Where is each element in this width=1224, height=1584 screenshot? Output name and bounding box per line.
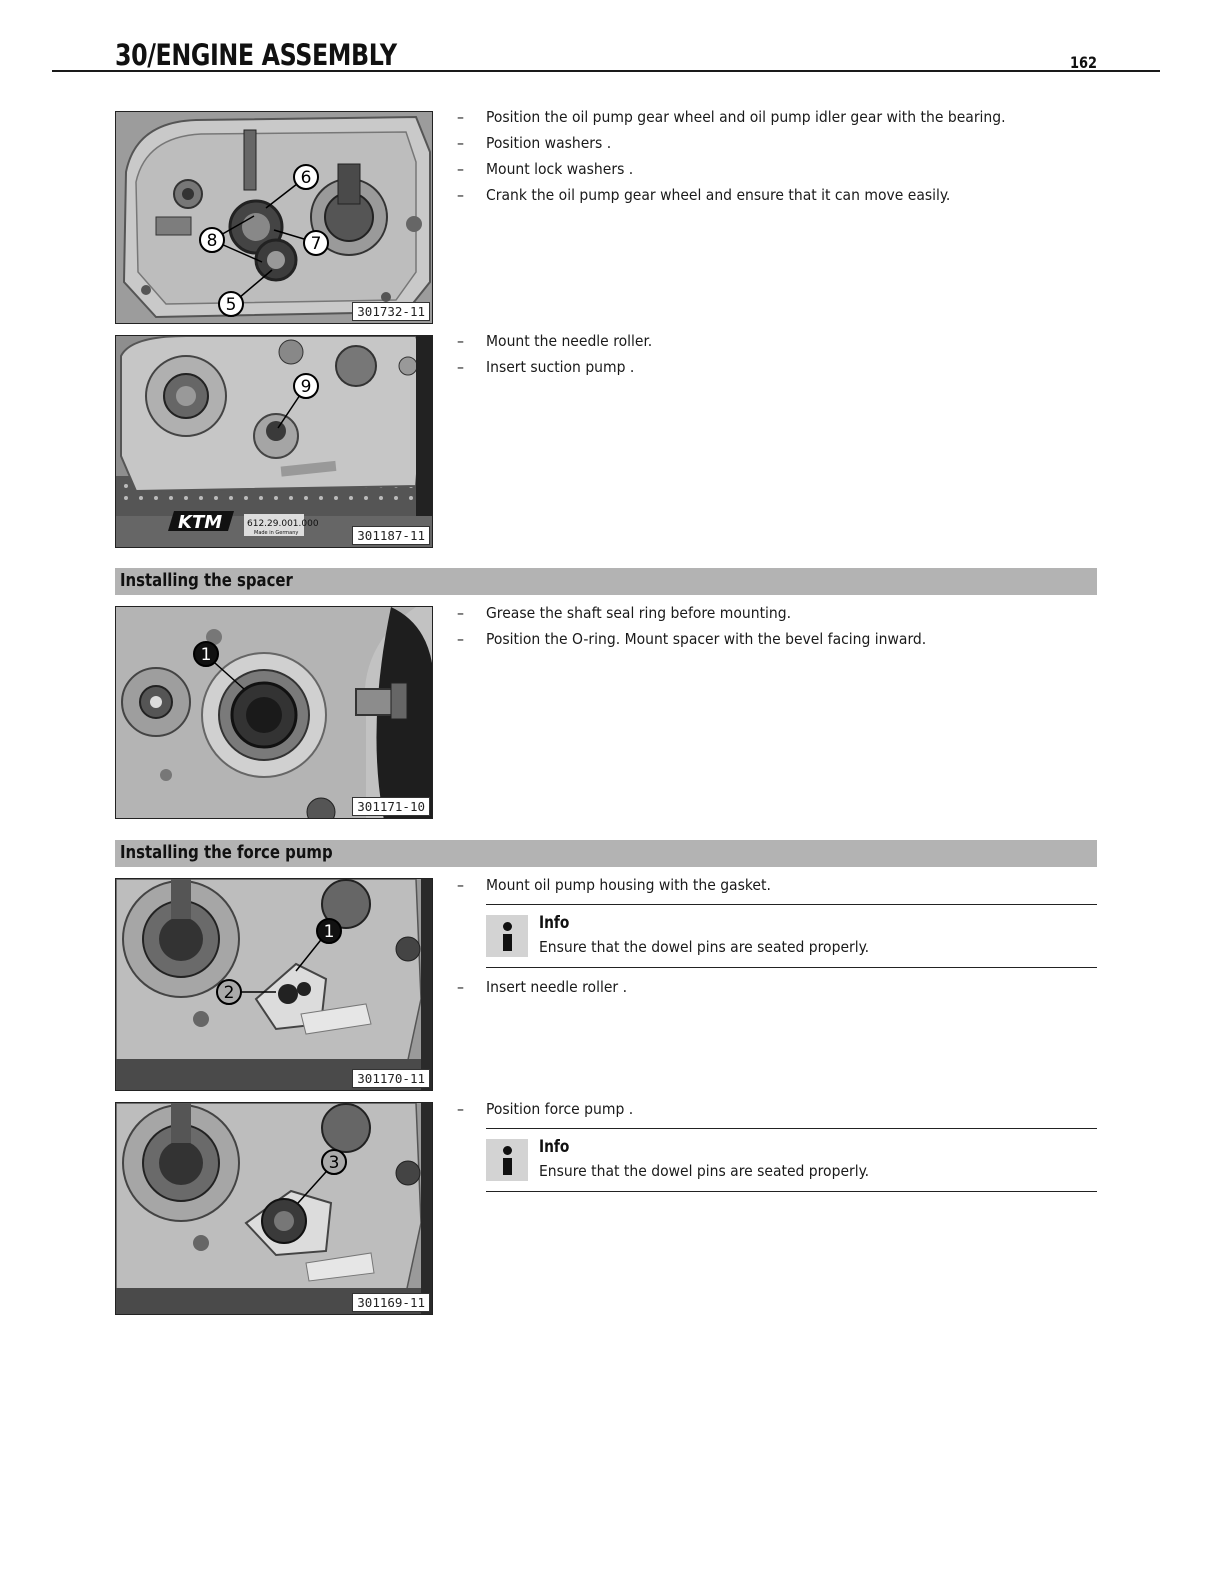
info-text: Ensure that the dowel pins are seated properly.: [539, 1162, 870, 1180]
photo-id-label: 301732-11: [352, 302, 430, 321]
callout-1-icon: [317, 919, 341, 943]
step-list-force-pump: [457, 1096, 1097, 1122]
callout-markers: [116, 336, 433, 548]
callout-1-icon: [194, 642, 218, 666]
photo-id-label: 301187-11: [352, 526, 430, 545]
svg-text:8: 8: [206, 231, 218, 251]
svg-text:5: 5: [225, 295, 237, 315]
photo-id-label: 301169-11: [352, 1293, 430, 1312]
step-list-suction-pump: [457, 328, 1097, 380]
step-item: – Mount lock washers .: [457, 160, 634, 178]
step-item: – Position the O-ring. Mount spacer with the bevel facing inward.: [457, 630, 927, 648]
step-item: – Insert suction pump .: [457, 358, 635, 376]
info-text: Ensure that the dowel pins are seated properly.: [539, 938, 870, 956]
callout-8-icon: [200, 228, 224, 252]
engine-photo-spacer: [115, 606, 433, 819]
callout-markers: [116, 112, 433, 324]
step-item: – Crank the oil pump gear wheel and ensure that it can move easily.: [457, 186, 951, 204]
callout-markers: [116, 607, 433, 819]
step-list-spacer: [457, 600, 1097, 652]
engine-photo-oil-pump-housing: [115, 878, 433, 1091]
svg-text:3: 3: [328, 1153, 340, 1173]
step-item: – Mount oil pump housing with the gasket.: [457, 876, 771, 894]
chapter-title: 30/ENGINE ASSEMBLY: [115, 38, 397, 72]
callout-2-icon: [217, 980, 241, 1004]
page-number: 162: [1070, 53, 1098, 72]
photo-id-label: 301171-10: [352, 797, 430, 816]
callout-markers: [116, 879, 433, 1091]
callout-5-icon: [219, 292, 243, 316]
info-note: [486, 904, 1097, 968]
step-item: – Insert needle roller .: [457, 978, 627, 996]
engine-photo-force-pump: [115, 1102, 433, 1315]
photo-id-label: 301170-11: [352, 1069, 430, 1088]
callout-9-icon: [294, 374, 318, 398]
step-list-needle-roller: [457, 974, 1097, 1000]
svg-text:7: 7: [310, 234, 322, 254]
section-heading-force-pump: Installing the force pump: [115, 840, 1097, 867]
step-list-oil-pump-housing: [457, 872, 1097, 898]
svg-text:6: 6: [300, 168, 312, 188]
callout-markers: [116, 1103, 433, 1315]
step-list-oil-pump-gears: [457, 104, 1097, 208]
svg-text:1: 1: [200, 645, 212, 665]
step-item: – Mount the needle roller.: [457, 332, 653, 350]
svg-text:1: 1: [323, 922, 335, 942]
info-icon: [486, 1139, 528, 1181]
step-item: – Position washers .: [457, 134, 612, 152]
svg-text:Made in Germany: Made in Germany: [254, 530, 299, 536]
info-title: Info: [539, 1137, 570, 1157]
engine-photo-suction-pump: [115, 335, 433, 548]
info-note: [486, 1128, 1097, 1192]
svg-text:KTM: KTM: [178, 512, 223, 533]
svg-text:612.29.001.000: 612.29.001.000: [247, 519, 319, 529]
svg-text:2: 2: [223, 983, 235, 1003]
engine-photo-oil-pump-gears: [115, 111, 433, 324]
page-header: [52, 36, 1160, 72]
step-item: – Position force pump .: [457, 1100, 634, 1118]
info-title: Info: [539, 913, 570, 933]
section-heading-spacer: Installing the spacer: [115, 568, 1097, 595]
callout-7-icon: [304, 231, 328, 255]
svg-text:9: 9: [300, 377, 312, 397]
info-icon: [486, 915, 528, 957]
step-item: – Grease the shaft seal ring before mounting.: [457, 604, 792, 622]
callout-6-icon: [294, 165, 318, 189]
callout-3-icon: [322, 1150, 346, 1174]
step-item: – Position the oil pump gear wheel and oil pump idler gear with the bearing.: [457, 108, 1006, 126]
